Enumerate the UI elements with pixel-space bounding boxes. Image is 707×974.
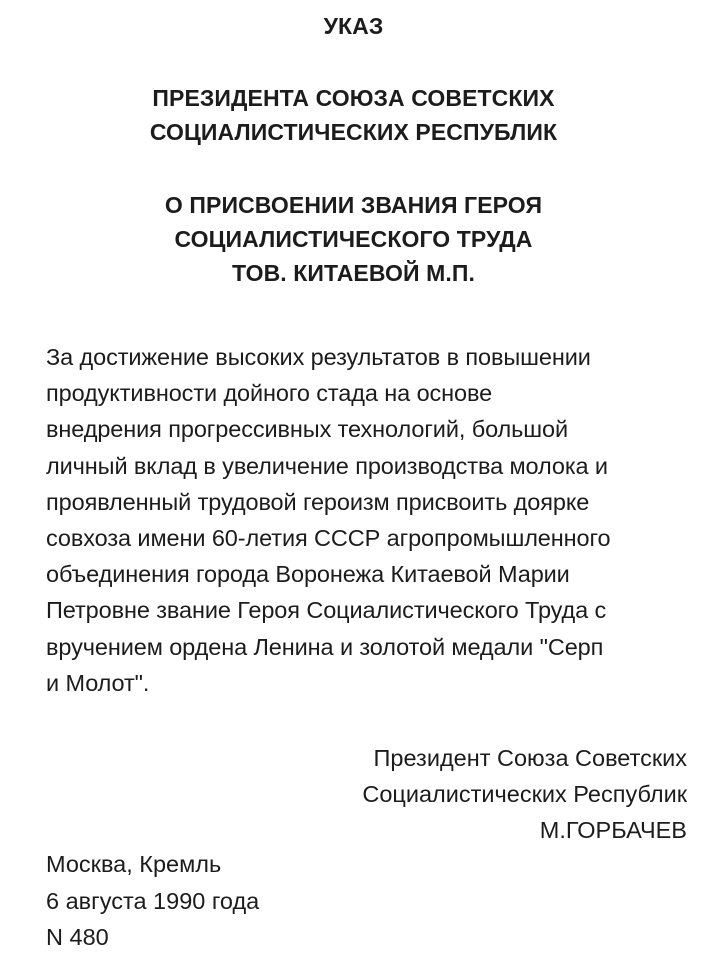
decree-body [46, 339, 696, 701]
issue-place: Москва, Кремль [46, 851, 222, 877]
body-line: внедрения прогрессивных технологий, большой [46, 416, 569, 443]
place-date-block [46, 846, 259, 956]
issuer-heading [0, 81, 707, 149]
subject-heading [0, 188, 707, 290]
signatory-position: Социалистических Республик [362, 781, 687, 807]
signatory-position: Президент Союза Советских [373, 745, 687, 771]
body-line: проявленный трудовой героизм присвоить доярке [46, 488, 590, 515]
signatory-name: М.ГОРБАЧЕВ [539, 817, 687, 843]
issue-date: 6 августа 1990 года [46, 887, 260, 914]
subject-line: О ПРИСВОЕНИИ ЗВАНИЯ ГЕРОЯ [164, 192, 543, 218]
body-line: продуктивности дойного стада на основе [46, 380, 493, 407]
body-line: вручением ордена Ленина и золотой медали "Серп [46, 633, 604, 660]
signature-block [362, 740, 687, 848]
body-line: и Молот". [46, 669, 150, 696]
decree-number: N 480 [46, 924, 109, 950]
body-line: объединения города Воронежа Китаевой Марии [46, 561, 570, 588]
body-line: совхоза имени 60-летия СССР агропромышленного [46, 525, 611, 552]
document-type-title [0, 9, 707, 43]
subject-line: ТОВ. КИТАЕВОЙ М.П. [232, 260, 475, 286]
issuer-line: СОЦИАЛИСТИЧЕСКИХ РЕСПУБЛИК [149, 119, 558, 145]
body-line: Петровне звание Героя Социалистического Труда с [46, 597, 607, 624]
body-line: личный вклад в увеличение производства молока и [46, 452, 608, 479]
body-line: За достижение высоких результатов в повышении [46, 344, 591, 370]
decree-title: УКАЗ [323, 13, 384, 39]
issuer-line: ПРЕЗИДЕНТА СОЮЗА СОВЕТСКИХ [152, 85, 555, 111]
subject-line: СОЦИАЛИСТИЧЕСКОГО ТРУДА [174, 226, 533, 252]
